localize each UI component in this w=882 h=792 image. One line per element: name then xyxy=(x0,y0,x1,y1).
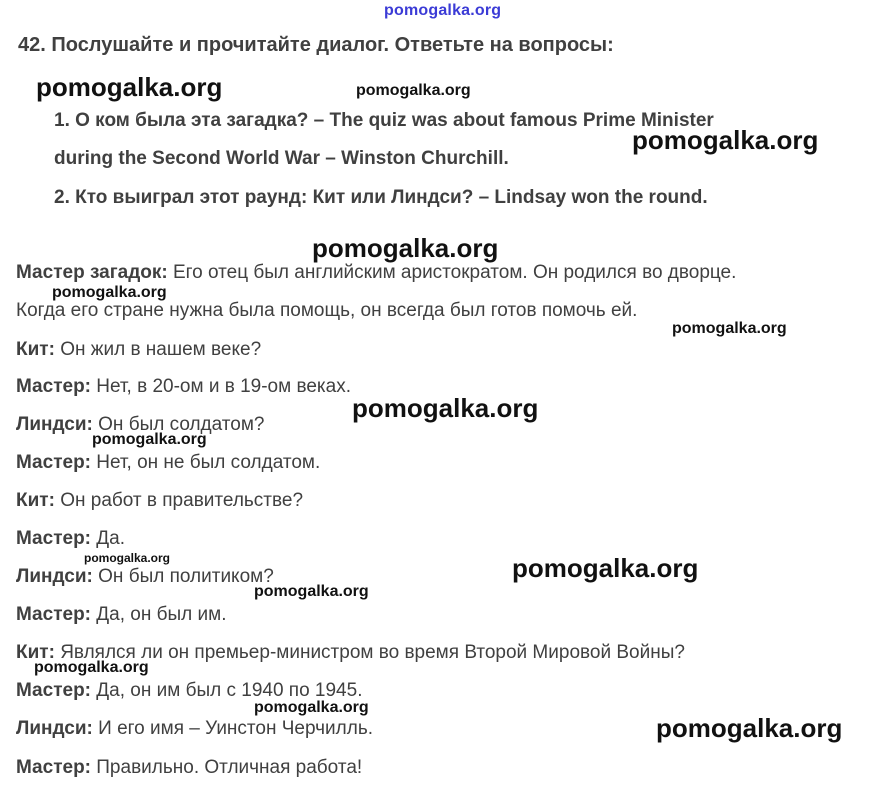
watermark: pomogalka.org xyxy=(356,82,471,99)
speaker-label: Мастер: xyxy=(16,452,91,473)
dialog-line-8 xyxy=(16,566,274,588)
dialog-line-12 xyxy=(16,718,373,740)
watermark: pomogalka.org xyxy=(656,713,843,743)
dialog-text: Его отец был английским аристократом. Он родился во дворце. xyxy=(167,262,737,283)
speaker-label: Мастер: xyxy=(16,528,91,549)
watermark: pomogalka.org xyxy=(632,125,819,155)
speaker-label: Мастер: xyxy=(16,604,91,625)
dialog-text: Да, он был им. xyxy=(91,604,227,625)
dialog-text: Он жил в нашем веке? xyxy=(54,339,262,360)
watermark: pomogalka.org xyxy=(84,551,171,565)
speaker-label: Кит: xyxy=(16,642,55,663)
dialog-text: И его имя – Уинстон Черчилль. xyxy=(92,718,373,739)
speaker-label: Мастер загадок: xyxy=(16,262,168,283)
dialog-text: Нет, он не был солдатом. xyxy=(91,452,321,473)
dialog-text: Да. xyxy=(91,528,125,549)
dialog-line-6 xyxy=(16,490,303,512)
dialog-line-1-continuation: Когда его стране нужна была помощь, он всегда был готов помочь ей. xyxy=(16,300,638,321)
answer-2: 2. Кто выиграл этот раунд: Кит или Линдси? – Lindsay won the round. xyxy=(54,187,708,208)
dialog-line-2 xyxy=(16,339,261,361)
dialog-line-3 xyxy=(16,376,351,398)
watermark: pomogalka.org xyxy=(34,659,149,676)
dialog-line-5 xyxy=(16,452,320,474)
speaker-label: Кит: xyxy=(16,339,55,360)
watermark: pomogalka.org xyxy=(672,320,787,337)
watermark: pomogalka.org xyxy=(254,583,369,600)
dialog-text: Нет, в 20-ом и в 19-ом веках. xyxy=(91,376,351,397)
watermark: pomogalka.org xyxy=(92,431,207,448)
answer-1-line-1: 1. О ком была эта загадка? – The quiz was about famous Prime Minister xyxy=(54,110,714,131)
dialog-text: Он был политиком? xyxy=(92,566,274,587)
dialog-line-13 xyxy=(16,757,362,779)
speaker-label: Линдси: xyxy=(16,414,93,435)
speaker-label: Кит: xyxy=(16,490,55,511)
dialog-line-7 xyxy=(16,528,125,550)
watermark: pomogalka.org xyxy=(312,233,499,263)
watermark: pomogalka.org xyxy=(512,553,699,583)
top-watermark: pomogalka.org xyxy=(384,2,502,19)
dialog-line-1 xyxy=(16,262,736,284)
task-title: 42. Послушайте и прочитайте диалог. Ответьте на вопросы: xyxy=(18,34,614,56)
speaker-label: Линдси: xyxy=(16,566,93,587)
watermark: pomogalka.org xyxy=(254,699,369,716)
dialog-text: Он работ в правительстве? xyxy=(54,490,304,511)
watermark: pomogalka.org xyxy=(352,393,539,423)
speaker-label: Мастер: xyxy=(16,757,91,778)
dialog-text: Он был солдатом? xyxy=(92,414,265,435)
speaker-label: Мастер: xyxy=(16,680,91,701)
dialog-line-9 xyxy=(16,604,226,626)
watermark: pomogalka.org xyxy=(36,72,223,102)
watermark: pomogalka.org xyxy=(52,284,167,301)
dialog-text: Да, он им был с 1940 по 1945. xyxy=(91,680,363,701)
speaker-label: Линдси: xyxy=(16,718,93,739)
answer-1-line-2: during the Second World War – Winston Churchill. xyxy=(54,148,509,169)
speaker-label: Мастер: xyxy=(16,376,91,397)
dialog-text: Правильно. Отличная работа! xyxy=(91,757,363,778)
dialog-text: Являлся ли он премьер-министром во время Второй Мировой Войны? xyxy=(54,642,685,663)
